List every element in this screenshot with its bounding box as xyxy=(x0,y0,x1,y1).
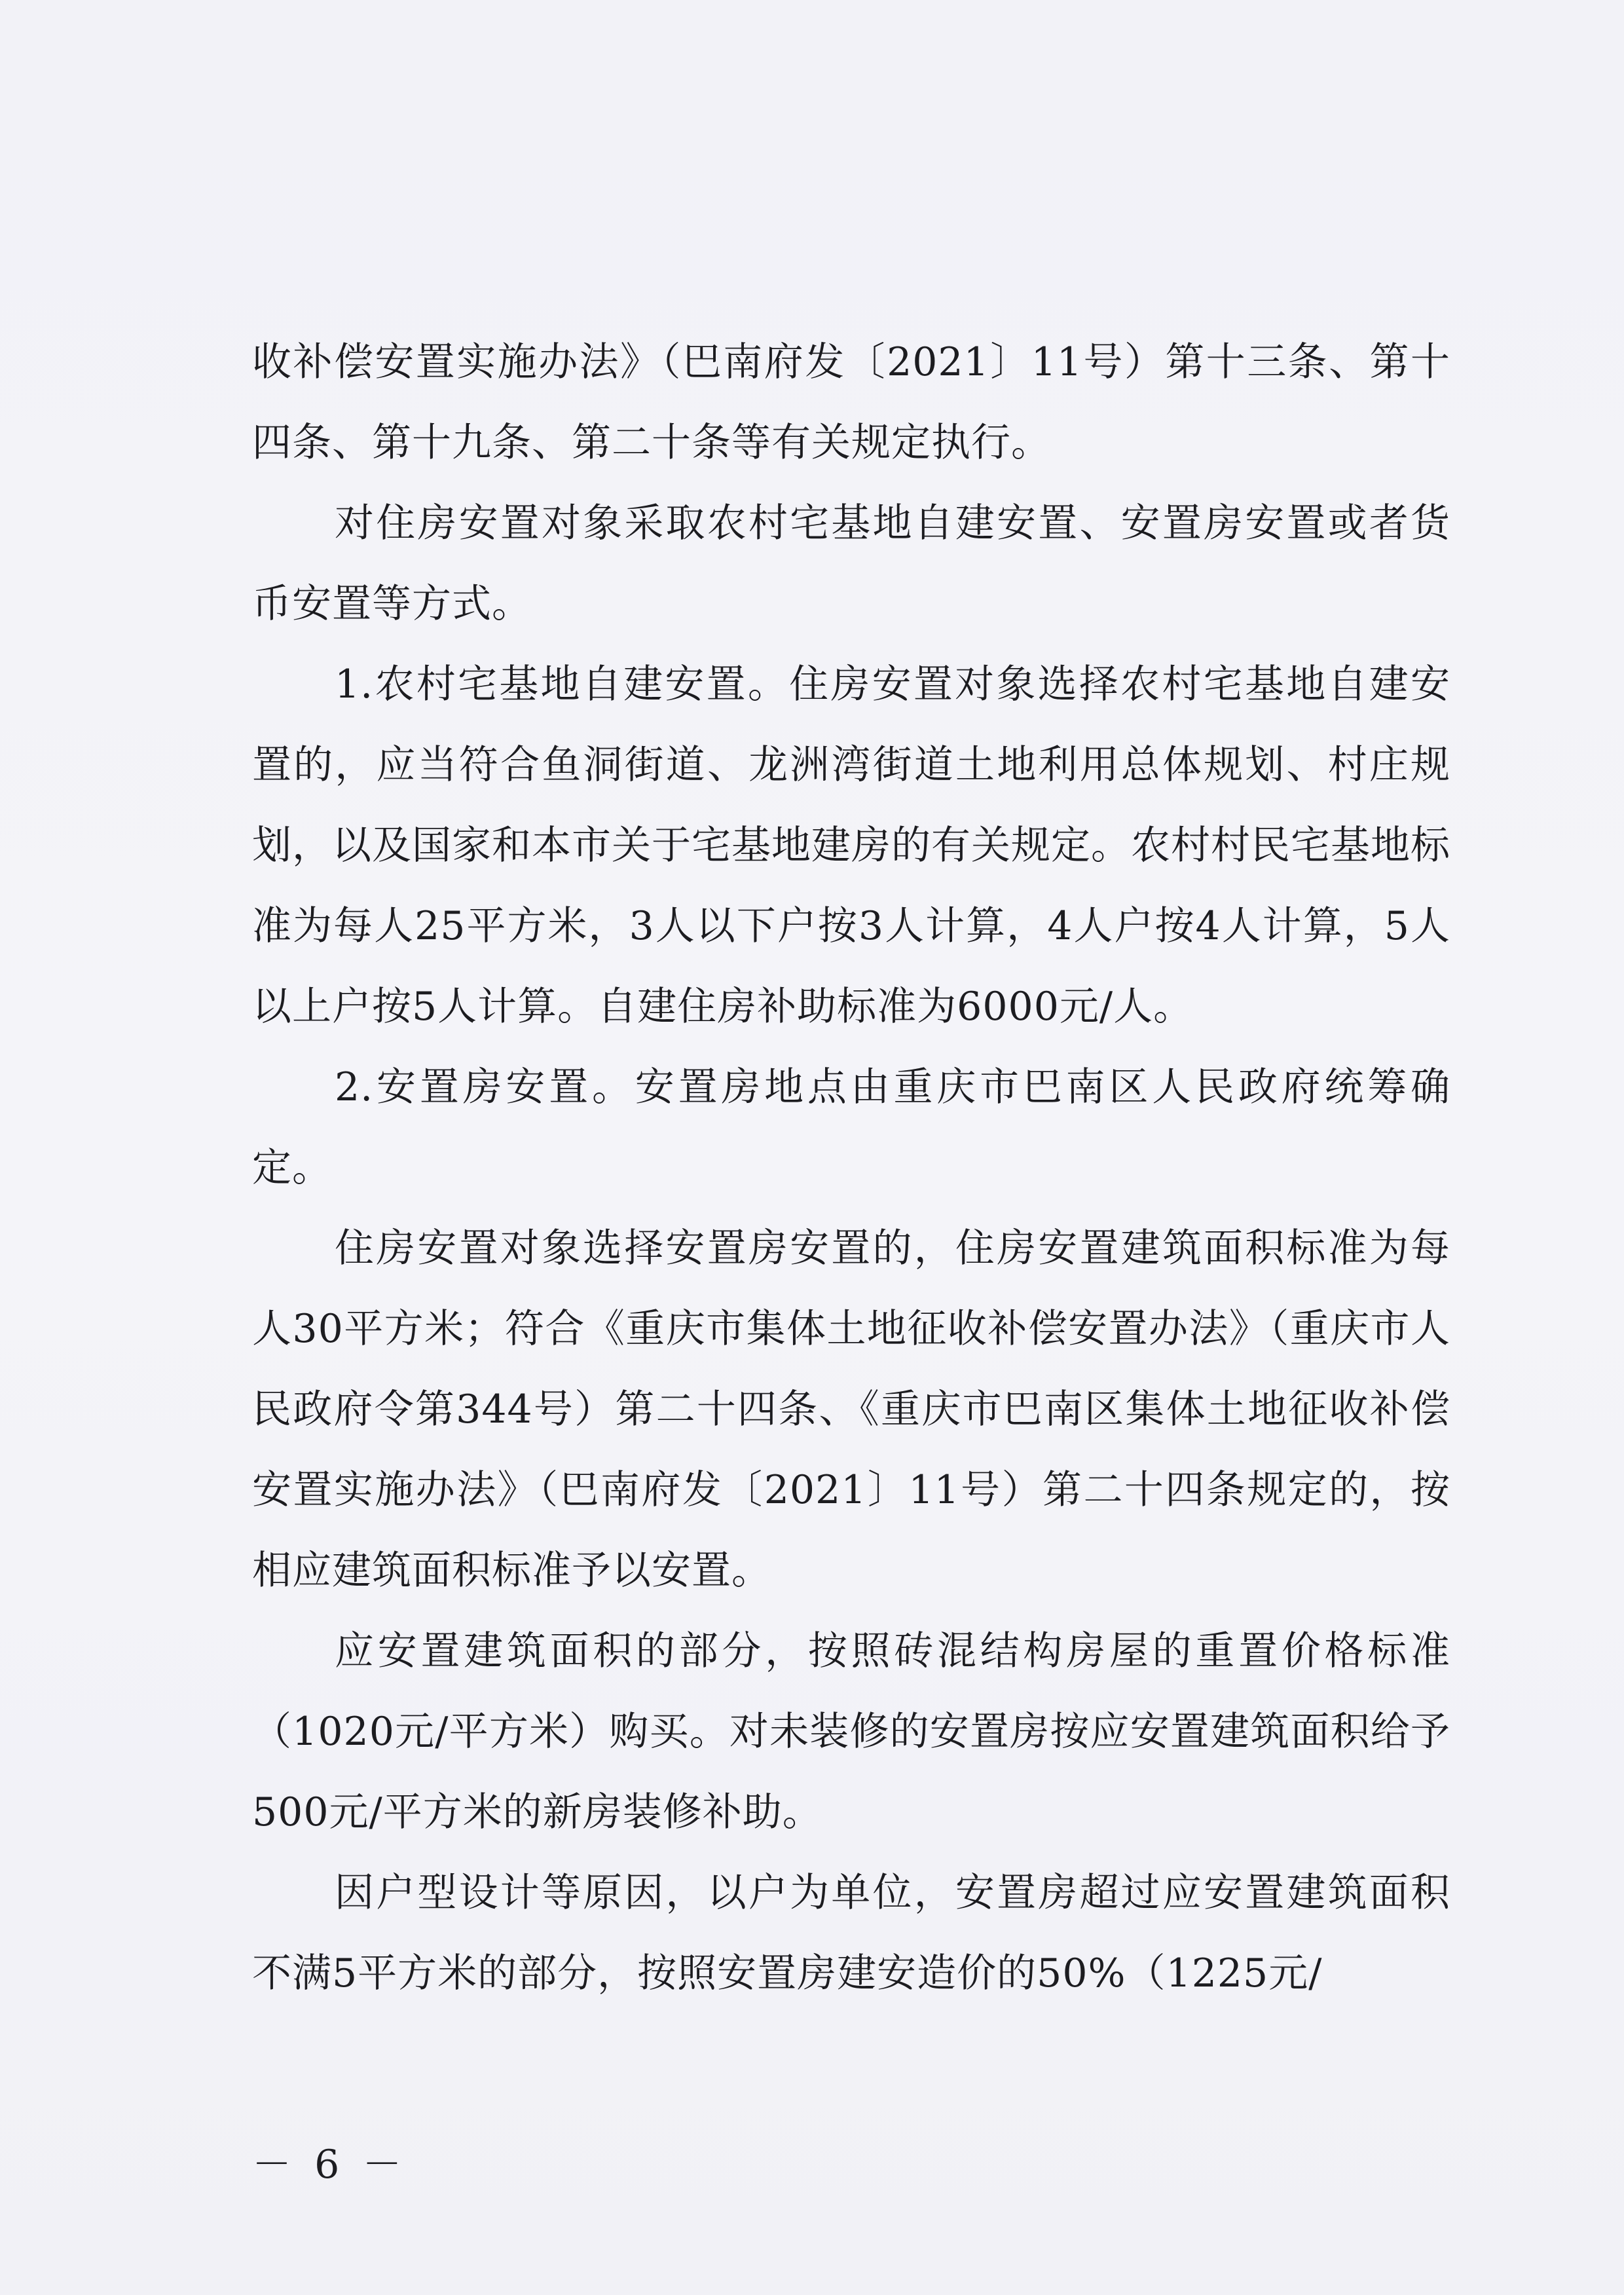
document-body xyxy=(252,322,1450,2014)
paragraph-1: 收补偿安置实施办法》（巴南府发〔2021〕11号）第十三条、第十四条、第十九条、第二十条等有关规定执行。 xyxy=(252,339,1450,466)
paragraph-5: 住房安置对象选择安置房安置的，住房安置建筑面积标准为每人30平方米；符合《重庆市集体土地征收补偿安置办法》（重庆市人民政府令第344号）第二十四条、《重庆市巴南区集体土地征收补偿安置实施办法》（巴南府发〔2021〕11号）第二十四条规定的，按相应建筑面积标准予以安置。 xyxy=(252,1225,1450,1594)
page-number: － 6 － xyxy=(252,2142,407,2188)
paragraph-2: 对住房安置对象采取农村宅基地自建安置、安置房安置或者货币安置等方式。 xyxy=(252,500,1450,627)
paragraph-6: 应安置建筑面积的部分，按照砖混结构房屋的重置价格标准（1020元/平方米）购买。对未装修的安置房按应安置建筑面积给予500元/平方米的新房装修补助。 xyxy=(252,1628,1450,1835)
paragraph-4: 2.安置房安置。安置房地点由重庆市巴南区人民政府统筹确定。 xyxy=(252,1064,1450,1191)
paragraph-7: 因户型设计等原因，以户为单位，安置房超过应安置建筑面积不满5平方米的部分，按照安置房建安造价的50%（1225元/ xyxy=(252,1870,1450,1996)
paragraph-3: 1.农村宅基地自建安置。住房安置对象选择农村宅基地自建安置的，应当符合鱼洞街道、龙洲湾街道土地利用总体规划、村庄规划，以及国家和本市关于宅基地建房的有关规定。农村村民宅基地标准为每人25平方米，3人以下户按3人计算，4人户按4人计算，5人以上户按5人计算。自建住房补助标准为6000元/人。 xyxy=(252,662,1450,1030)
